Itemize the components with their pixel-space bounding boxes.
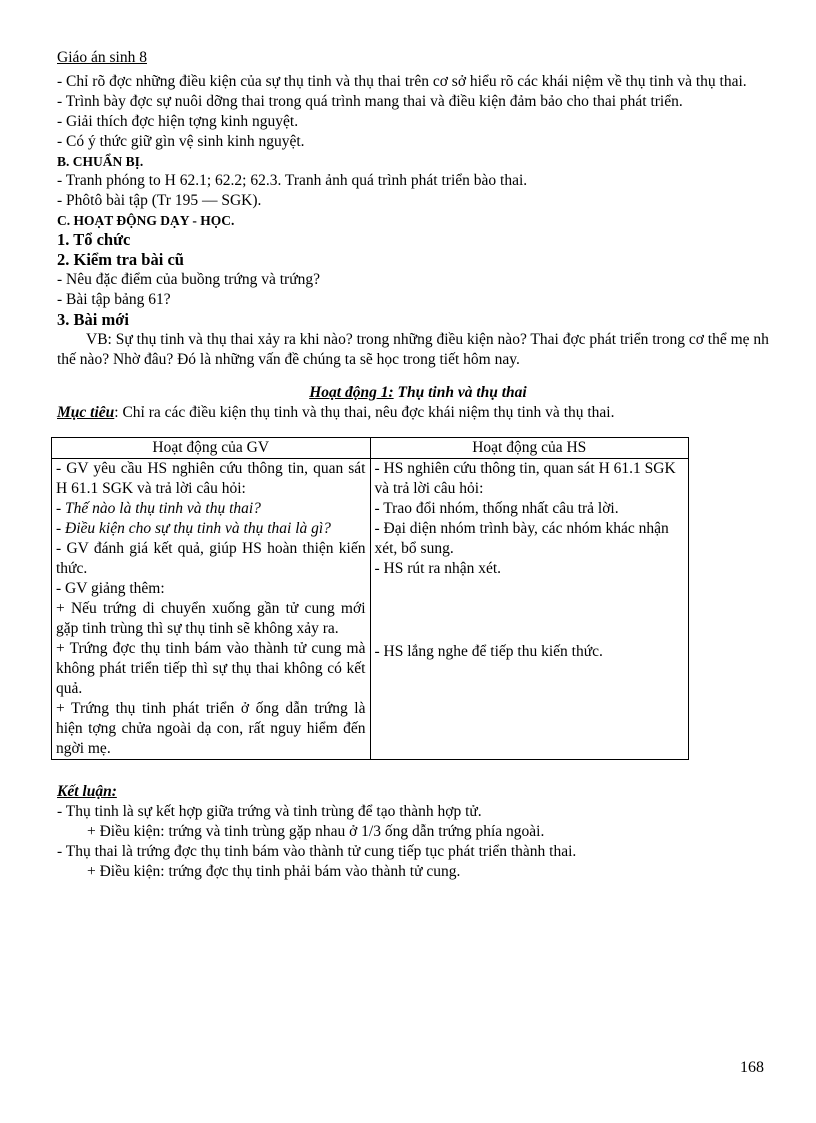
- hs-line: - HS lắng nghe để tiếp thu kiến thức.: [374, 643, 603, 660]
- prep-item: - Phôtô bài tập (Tr 195 — SGK).: [57, 192, 262, 209]
- review-item: - Bài tập bảng 61?: [57, 291, 171, 308]
- objective-item: - Trình bày đợc sự nuôi dỡng thai trong quá trình mang thai và điều kiện đảm bảo cho thai phát triển.: [57, 93, 683, 110]
- gv-line: + Nếu trứng di chuyển xuống gần tử cung mới gặp tinh trùng thì sự thụ tinh sẽ không xảy ra.: [56, 600, 366, 637]
- subsection-new-lesson: 3. Bài mới: [57, 310, 129, 329]
- hs-line: - Trao đổi nhóm, thống nhất câu trả lời.: [374, 500, 619, 517]
- objective-item: - Chỉ rõ đợc những điều kiện của sự thụ tinh và thụ thai trên cơ sở hiểu rõ các khái niệm về thụ tinh và thụ thai.: [57, 73, 747, 90]
- hs-line: - HS nghiên cứu thông tin, quan sát H 61.1 SGK và trả lời câu hỏi:: [374, 460, 676, 497]
- section-c-title: C. HOẠT ĐỘNG DẠY - HỌC.: [57, 213, 235, 228]
- subsection-organization: 1. Tổ chức: [57, 230, 131, 249]
- subsection-review: 2. Kiểm tra bài cũ: [57, 250, 184, 269]
- gv-line: - GV yêu cầu HS nghiên cứu thông tin, quan sát H 61.1 SGK và trả lời câu hỏi:: [56, 460, 366, 497]
- spacer: [375, 579, 685, 642]
- prep-item: - Tranh phóng to H 62.1; 62.2; 62.3. Tranh ảnh quá trình phát triển bào thai.: [57, 172, 528, 189]
- activity-objective: [57, 403, 779, 423]
- gv-question: - Điều kiện cho sự thụ tinh và thụ thai là gì?: [56, 520, 331, 537]
- objective-item: - Giải thích đợc hiện tợng kinh nguyệt.: [57, 113, 299, 130]
- conclusion-condition: + Điều kiện: trứng và tinh trùng gặp nhau ở 1/3 ống dẫn trứng phía ngoài.: [87, 823, 545, 840]
- hs-cell: [370, 459, 689, 760]
- hs-line: - Đại diện nhóm trình bày, các nhóm khác nhận xét, bổ sung.: [374, 520, 669, 557]
- section-b-title: B. CHUẨN BỊ.: [57, 154, 144, 169]
- table-header-row: [52, 438, 689, 459]
- activity-name: Thụ tinh và thụ thai: [393, 384, 527, 401]
- activity-title: [57, 383, 779, 403]
- objective-text: : Chỉ ra các điều kiện thụ tinh và thụ thai, nêu đợc khái niệm thụ tinh và thụ thai.: [114, 404, 615, 421]
- activity-label: Hoạt động 1:: [309, 384, 394, 401]
- header-gv: Hoạt động của GV: [52, 438, 371, 459]
- gv-cell: [52, 459, 371, 760]
- table-row: [52, 459, 689, 760]
- conclusion-title: Kết luận:: [57, 783, 117, 800]
- gv-line: - GV giảng thêm:: [56, 580, 165, 597]
- hs-line: - HS rút ra nhận xét.: [374, 560, 502, 577]
- gv-line: + Trứng thụ tinh phát triển ở ống dẫn trứng là hiện tợng chửa ngoài dạ con, rất nguy hiểm đến ngời mẹ.: [56, 700, 366, 757]
- document-page: [57, 48, 779, 882]
- objectives-list: [57, 72, 779, 152]
- gv-line: + Trứng đợc thụ tinh bám vào thành tử cung mà không phát triển tiếp thì sự thụ thai không có kết quả.: [56, 640, 366, 697]
- header-hs: Hoạt động của HS: [370, 438, 689, 459]
- conclusion-condition: + Điều kiện: trứng đợc thụ tinh phải bám vào thành tử cung.: [87, 863, 461, 880]
- lesson-intro: VB: Sự thụ tinh và thụ thai xảy ra khi nào? trong những điều kiện nào? Thai đợc phát triển trong cơ thể mẹ nh thế nào? Nhờ đâu? Đó là những vấn đề chúng ta sẽ học trong tiết hôm nay.: [57, 331, 769, 368]
- conclusion-line: - Thụ thai là trứng đợc thụ tinh bám vào thành tử cung tiếp tục phát triển thành thai.: [57, 843, 577, 860]
- review-item: - Nêu đặc điểm của buồng trứng và trứng?: [57, 271, 320, 288]
- conclusion-line: - Thụ tinh là sự kết hợp giữa trứng và tinh trùng để tạo thành hợp tử.: [57, 803, 482, 820]
- document-header: Giáo án sinh 8: [57, 49, 147, 66]
- gv-question: - Thế nào là thụ tinh và thụ thai?: [56, 500, 261, 517]
- objective-item: - Có ý thức giữ gìn vệ sinh kinh nguyệt.: [57, 133, 305, 150]
- objective-label: Mục tiêu: [57, 404, 115, 421]
- page-number: 168: [740, 1059, 764, 1076]
- gv-line: - GV đánh giá kết quả, giúp HS hoàn thiện kiến thức.: [56, 540, 366, 577]
- activity-table: [51, 437, 689, 760]
